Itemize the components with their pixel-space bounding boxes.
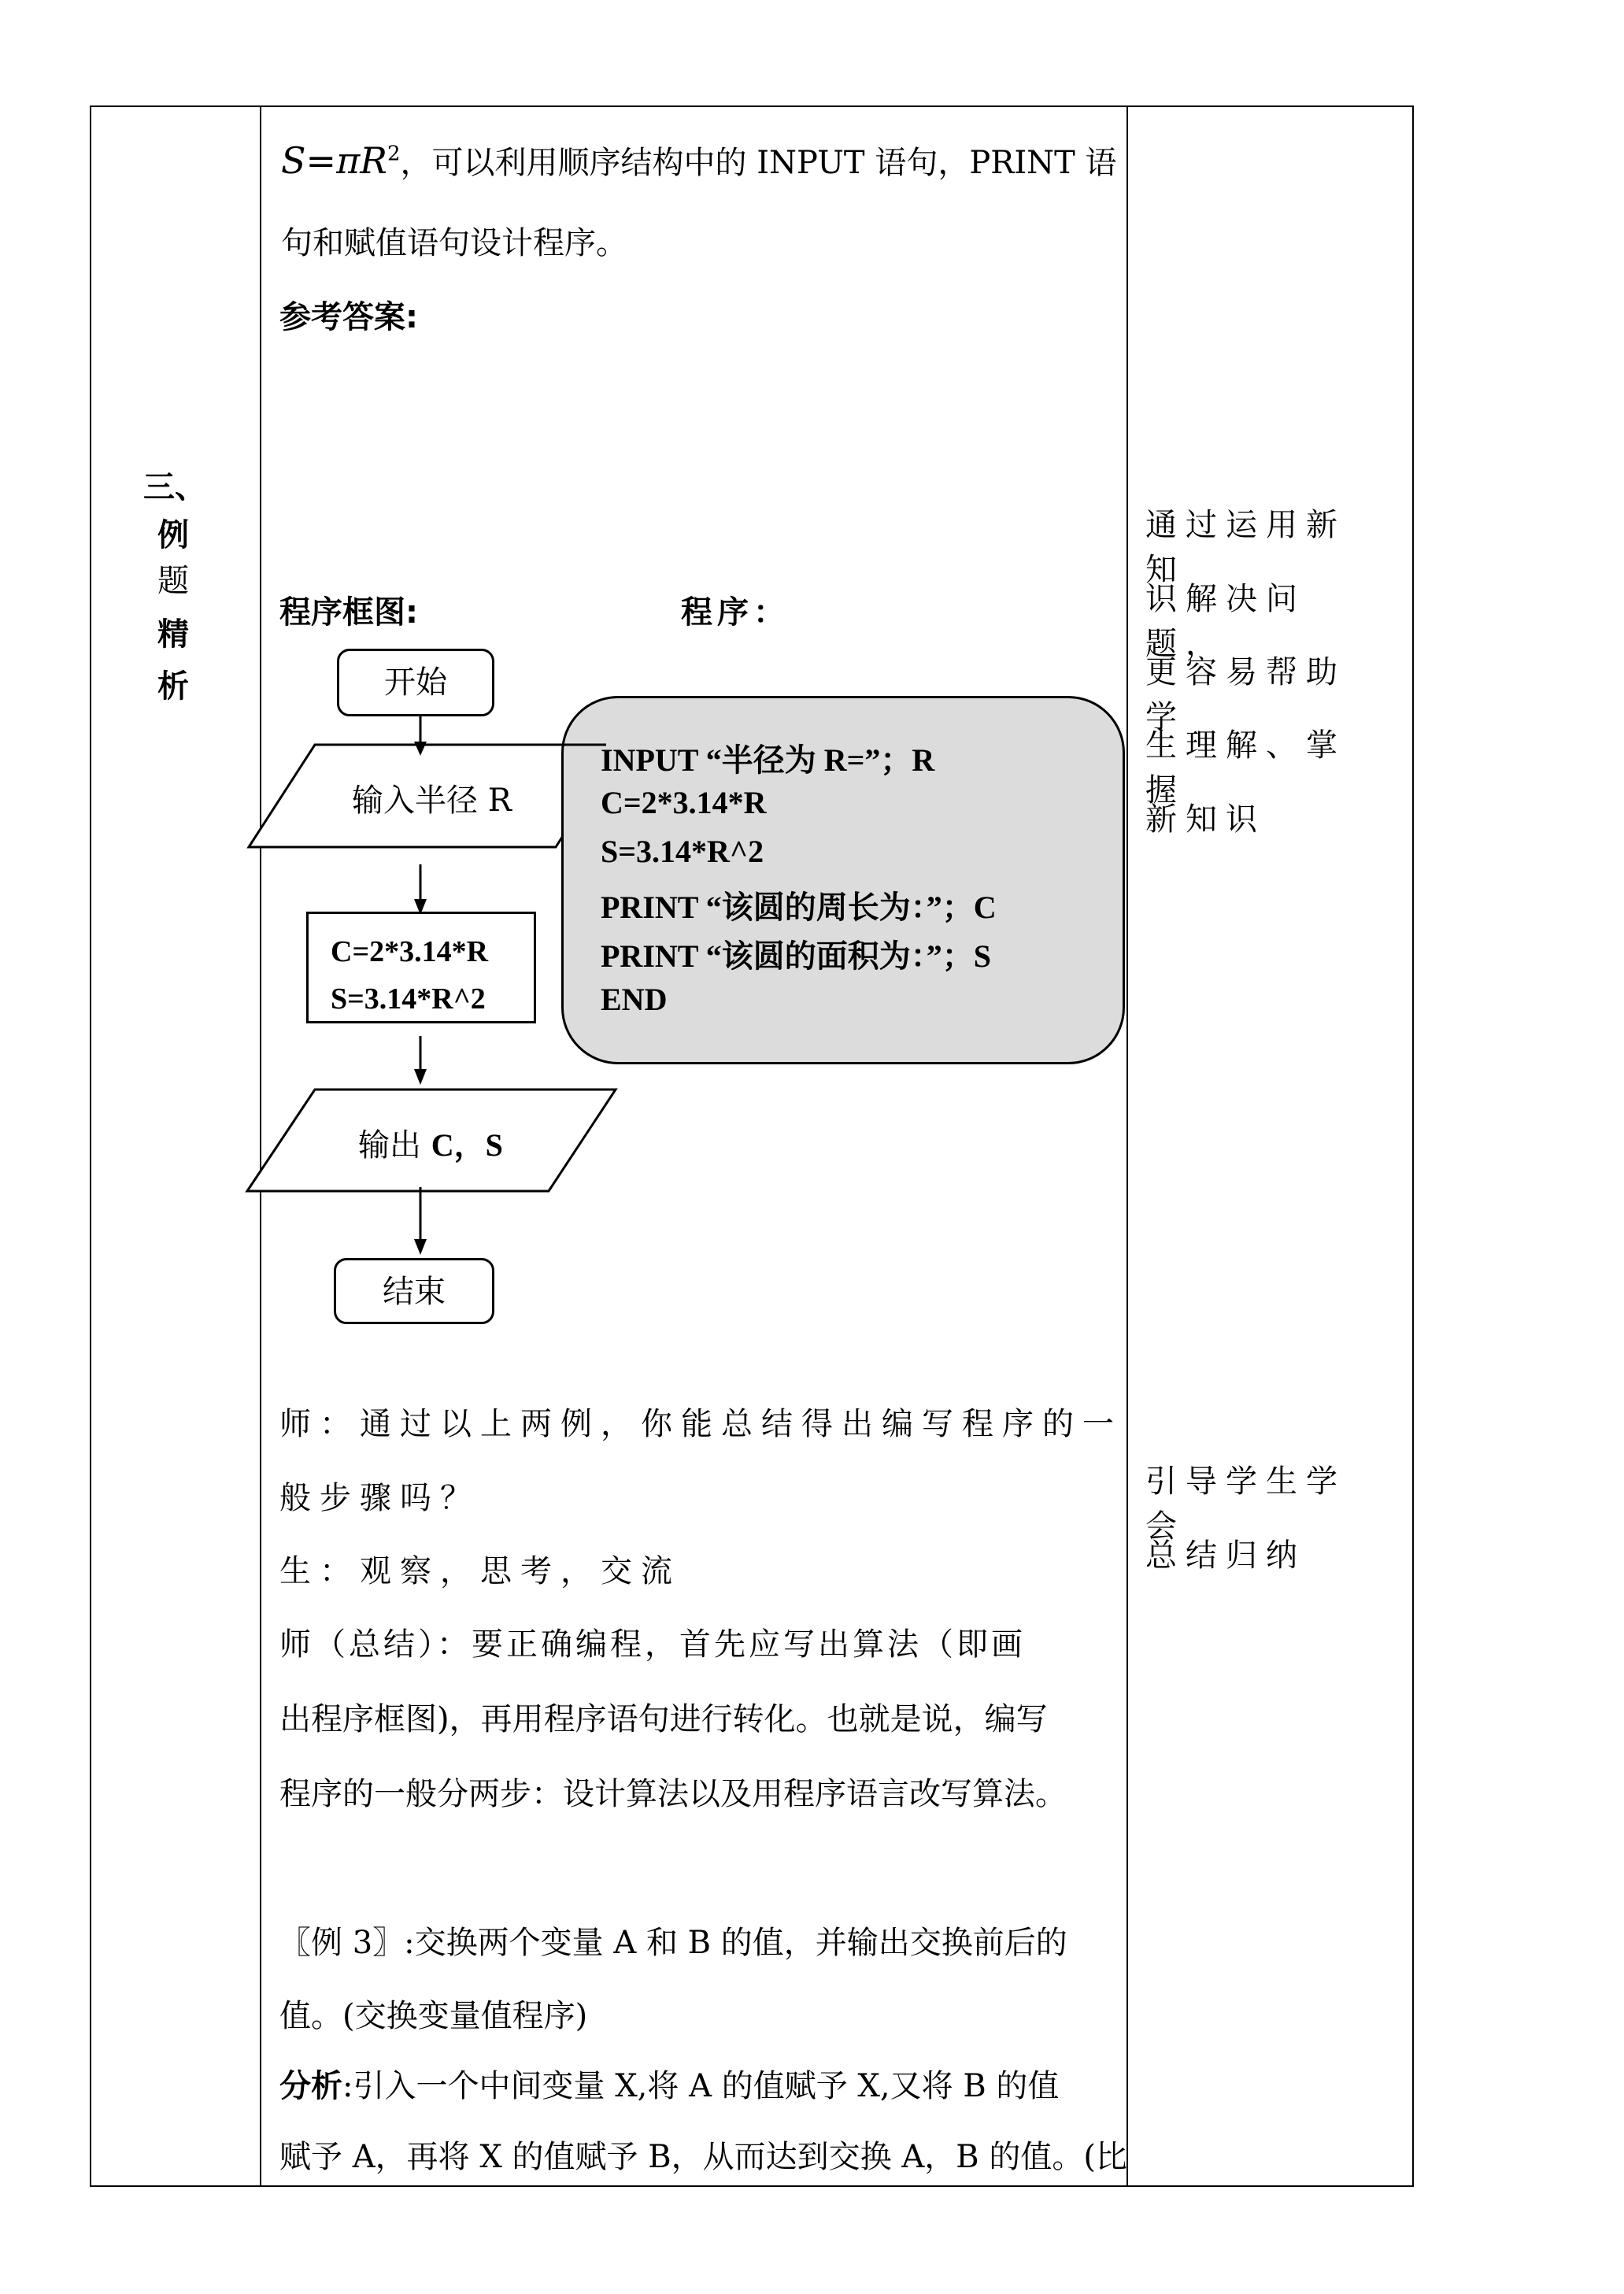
teacher-summary-line-2: 出程序框图)，再用程序语句进行转化。也就是说，编写: [279, 1701, 1048, 1737]
section-char: 例: [157, 517, 189, 553]
program-label: 程序：: [681, 594, 790, 631]
formula: $S=\pi R^2$: [281, 139, 401, 182]
section-number: 三、: [143, 469, 206, 505]
program-code-line: S=3.14*R^2: [601, 834, 764, 869]
analysis-line-1: 分析:引入一个中间变量 X,将 A 的值赋予 X,又将 B 的值: [279, 2068, 1060, 2104]
example-3-line-2: 值。(交换变量值程序): [279, 1998, 588, 2034]
section-char: 题: [157, 563, 189, 599]
intro-line-1: $S=\pi R^2$，可以利用顺序结构中的 INPUT 语句，PRINT 语: [281, 139, 1117, 182]
teacher-question-line-2: 般步骤吗？: [279, 1480, 480, 1516]
answer-label: 参考答案:: [279, 299, 418, 335]
section-char: 析: [157, 668, 189, 705]
analysis-label: 分析: [279, 2068, 342, 2104]
intro-line-2: 句和赋值语句设计程序。: [281, 225, 627, 261]
flow-output-text: 输出 C，S: [358, 1127, 503, 1164]
flow-process-line: S=3.14*R^2: [331, 982, 486, 1016]
note-line: 更容易帮助学: [1145, 654, 1346, 735]
program-code-line: C=2*3.14*R: [601, 785, 767, 820]
flow-start-text: 开始: [384, 664, 447, 701]
teacher-summary-line-3: 程序的一般分两步：设计算法以及用程序语言改写算法。: [279, 1776, 1067, 1812]
example-3-line-1: 〖例 3〗:交换两个变量 A 和 B 的值，并输出交换前后的: [279, 1925, 1067, 1961]
teacher-summary-line-1: 师（总结）：要正确编程，首先应写出算法（即画: [279, 1626, 1026, 1663]
flow-input-text: 输入半径 R: [352, 783, 512, 819]
teacher-question-line-1: 师：通过以上两例，你能总结得出编写程序的一: [279, 1406, 1123, 1442]
program-code-line: PRINT “该圆的面积为：”；S: [601, 938, 991, 974]
note-line: 新知识: [1145, 801, 1266, 838]
program-code-line: END: [601, 982, 668, 1017]
note-line: 通过运用新知: [1145, 507, 1346, 588]
note-line: 生理解、掌握: [1145, 727, 1346, 808]
note-line: 引导学生学会: [1145, 1463, 1346, 1545]
section-char: 精: [157, 616, 189, 653]
student-response: 生：观察，思考，交流: [279, 1553, 681, 1589]
analysis-line-2: 赋予 A，再将 X 的值赋予 B，从而达到交换 A，B 的值。(比: [279, 2139, 1127, 2175]
program-code-line: PRINT “该圆的周长为：”；C: [601, 890, 997, 925]
note-line: 识解决问题，: [1145, 581, 1306, 662]
flow-process-line: C=2*3.14*R: [331, 935, 489, 968]
flow-end-text: 结束: [383, 1274, 446, 1310]
program-code-line: INPUT “半径为 R=”；R: [601, 742, 935, 778]
flowchart-label: 程序框图:: [279, 594, 418, 631]
note-line: 总结归纳: [1145, 1537, 1306, 1574]
